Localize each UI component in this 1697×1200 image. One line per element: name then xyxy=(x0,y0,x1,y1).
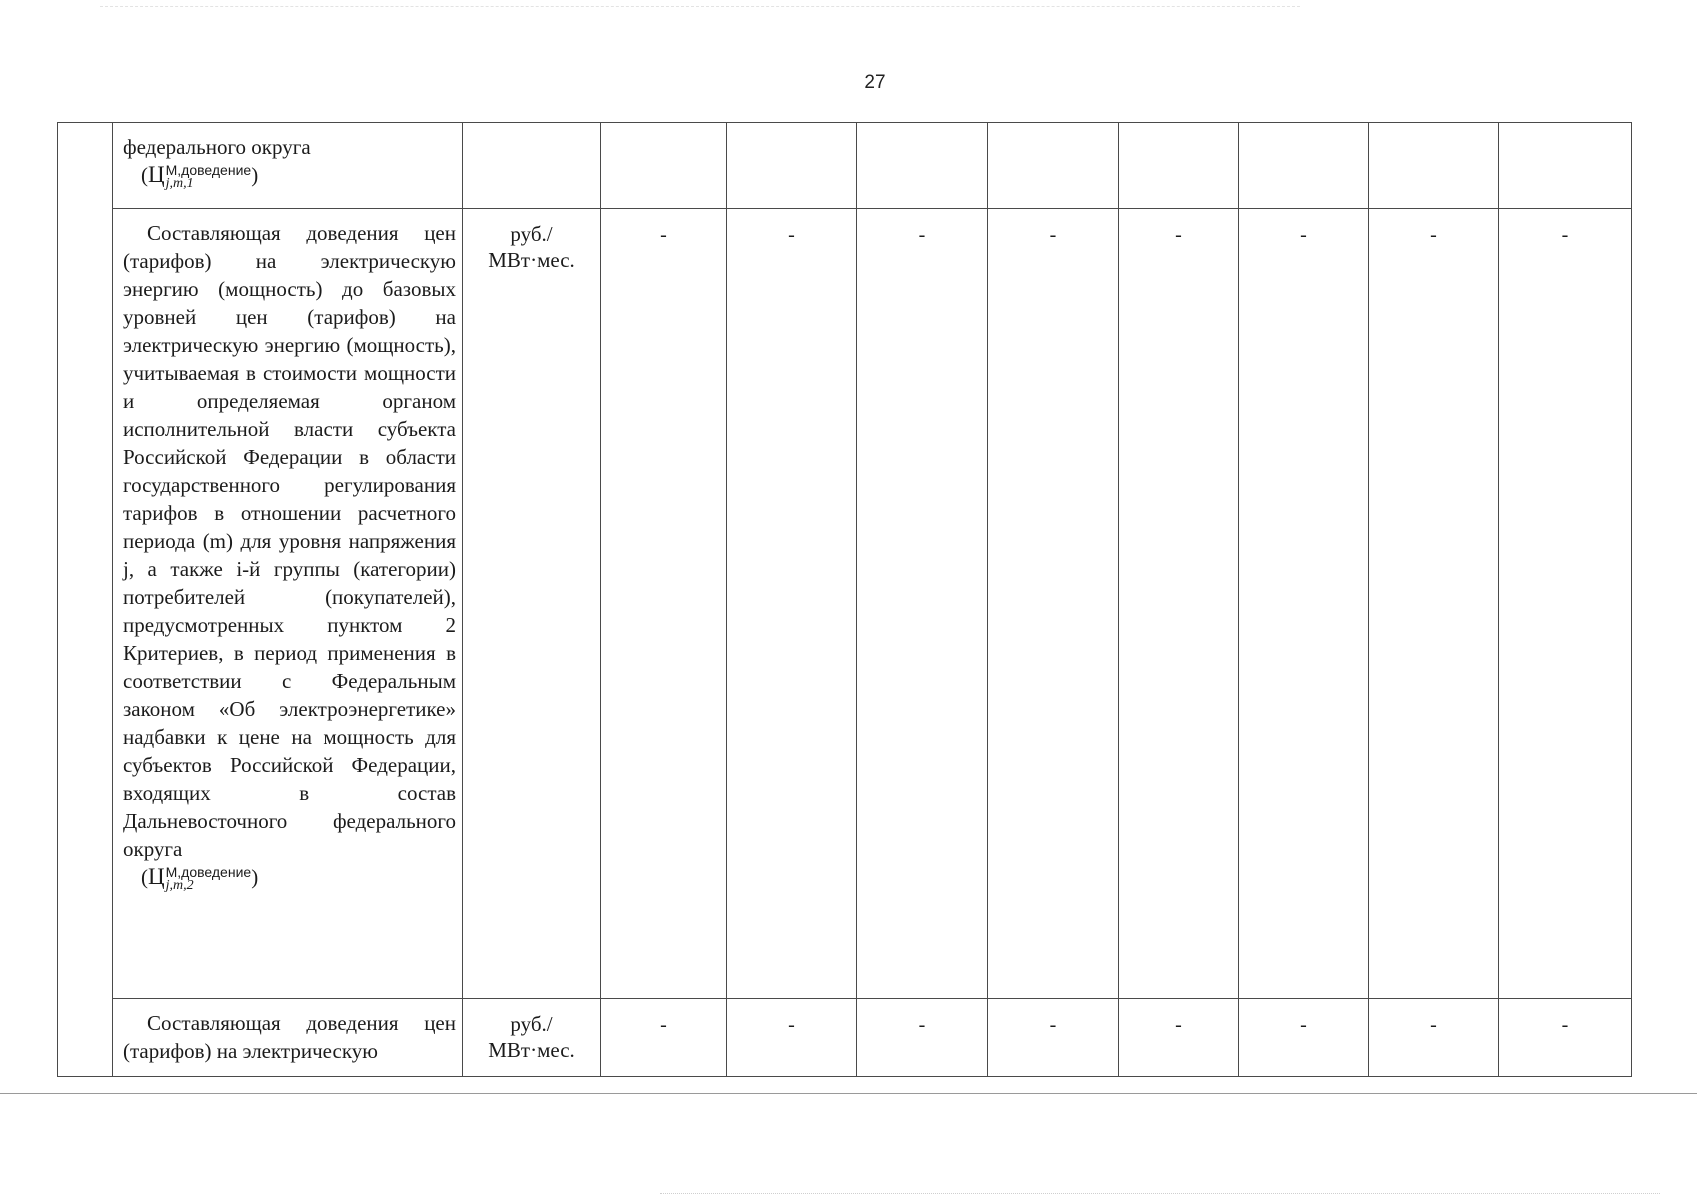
formula-open: ( xyxy=(141,865,148,889)
value-cell xyxy=(1239,209,1369,999)
formula-superscript: М,доведение xyxy=(165,162,252,179)
value-cell xyxy=(988,209,1119,999)
formula-close: ) xyxy=(251,865,259,889)
value: - xyxy=(1175,224,1182,246)
value xyxy=(601,123,726,135)
formula-symbol: Ц xyxy=(148,162,165,187)
value-cell xyxy=(857,999,988,1077)
value-cell xyxy=(1369,123,1499,209)
value xyxy=(1499,123,1631,135)
value-cell xyxy=(857,209,988,999)
value-cell xyxy=(1499,123,1632,209)
value xyxy=(857,123,987,135)
formula xyxy=(141,863,258,893)
unit-cell xyxy=(463,209,601,999)
value: - xyxy=(660,224,667,246)
table-row xyxy=(58,209,1632,999)
description-cell xyxy=(113,999,463,1077)
value-cell xyxy=(1499,209,1632,999)
formula-close: ) xyxy=(251,163,259,187)
value xyxy=(988,123,1118,135)
formula-subscript: j,m,1 xyxy=(165,176,194,192)
value xyxy=(1119,123,1238,135)
value: - xyxy=(918,1014,926,1036)
table-row xyxy=(58,123,1632,209)
formula-open: ( xyxy=(141,163,148,187)
value xyxy=(1239,123,1368,135)
value: - xyxy=(1300,1014,1307,1036)
value: - xyxy=(660,1014,667,1036)
formula-subscript: j,m,2 xyxy=(165,878,194,894)
page-number: 27 xyxy=(864,72,886,93)
value: - xyxy=(1561,1014,1569,1036)
value: - xyxy=(1430,1014,1437,1036)
scan-artifact-top xyxy=(100,6,1300,7)
formula xyxy=(141,161,258,191)
value-cell xyxy=(857,123,988,209)
value: - xyxy=(1561,224,1569,246)
value-cell xyxy=(601,123,727,209)
value-cell xyxy=(1239,123,1369,209)
value: - xyxy=(1300,224,1307,246)
unit-line-2: МВт·мес. xyxy=(488,1038,575,1062)
value-cell xyxy=(1499,999,1632,1077)
value-cell xyxy=(1239,999,1369,1077)
value: - xyxy=(788,224,795,246)
value: - xyxy=(1049,1014,1057,1036)
value-cell xyxy=(601,999,727,1077)
value-cell xyxy=(1369,209,1499,999)
value: - xyxy=(788,1014,795,1036)
description-text: федерального округа xyxy=(123,135,311,159)
value-cell xyxy=(1119,209,1239,999)
value xyxy=(727,123,856,135)
value-cell xyxy=(988,999,1119,1077)
row-number-cell xyxy=(58,123,113,1077)
unit-cell xyxy=(463,123,601,209)
value-cell xyxy=(601,209,727,999)
value: - xyxy=(1175,1014,1182,1036)
unit-line-1: руб./ xyxy=(510,222,553,246)
value-cell xyxy=(1369,999,1499,1077)
scan-noise xyxy=(660,1193,1660,1194)
table-row xyxy=(58,999,1632,1077)
value-cell xyxy=(1119,999,1239,1077)
tariff-table xyxy=(57,122,1632,1077)
value-cell xyxy=(1119,123,1239,209)
description-text: Составляющая доведения цен (тарифов) на электрическую xyxy=(123,1011,456,1063)
description-cell xyxy=(113,123,463,209)
unit-line-2: МВт·мес. xyxy=(488,248,575,272)
description-text: Составляющая доведения цен (тарифов) на электрическую энергию (мощность) до базовых уровней цен (тарифов) на электрическую энергию (мощность), учитываемая в стоимости мощности и определяемая органом исполнительной власти субъекта Российской Федерации в области государственного регулирования тарифов в отношении расчетного периода (m) для уровня напряжения j, а также i-й группы (категории) потребителей (покупателей), предусмотренных пунктом 2 Критериев, в период применения в соответствии с Федеральным законом «Об электроэнергетике» надбавки к цене на мощность для субъектов Российской Федерации, входящих в состав Дальневосточного федерального округа xyxy=(123,221,456,861)
value: - xyxy=(918,224,926,246)
value: - xyxy=(1049,224,1057,246)
value-cell xyxy=(727,209,857,999)
value xyxy=(1369,123,1498,135)
value-cell xyxy=(727,999,857,1077)
value: - xyxy=(1430,224,1437,246)
unit-line-1: руб./ xyxy=(510,1012,553,1036)
value-cell xyxy=(727,123,857,209)
value-cell xyxy=(988,123,1119,209)
scan-artifact-bottom xyxy=(0,1093,1697,1094)
formula-symbol: Ц xyxy=(148,864,165,889)
unit-cell xyxy=(463,999,601,1077)
description-cell xyxy=(113,209,463,999)
formula-superscript: М,доведение xyxy=(165,864,252,881)
